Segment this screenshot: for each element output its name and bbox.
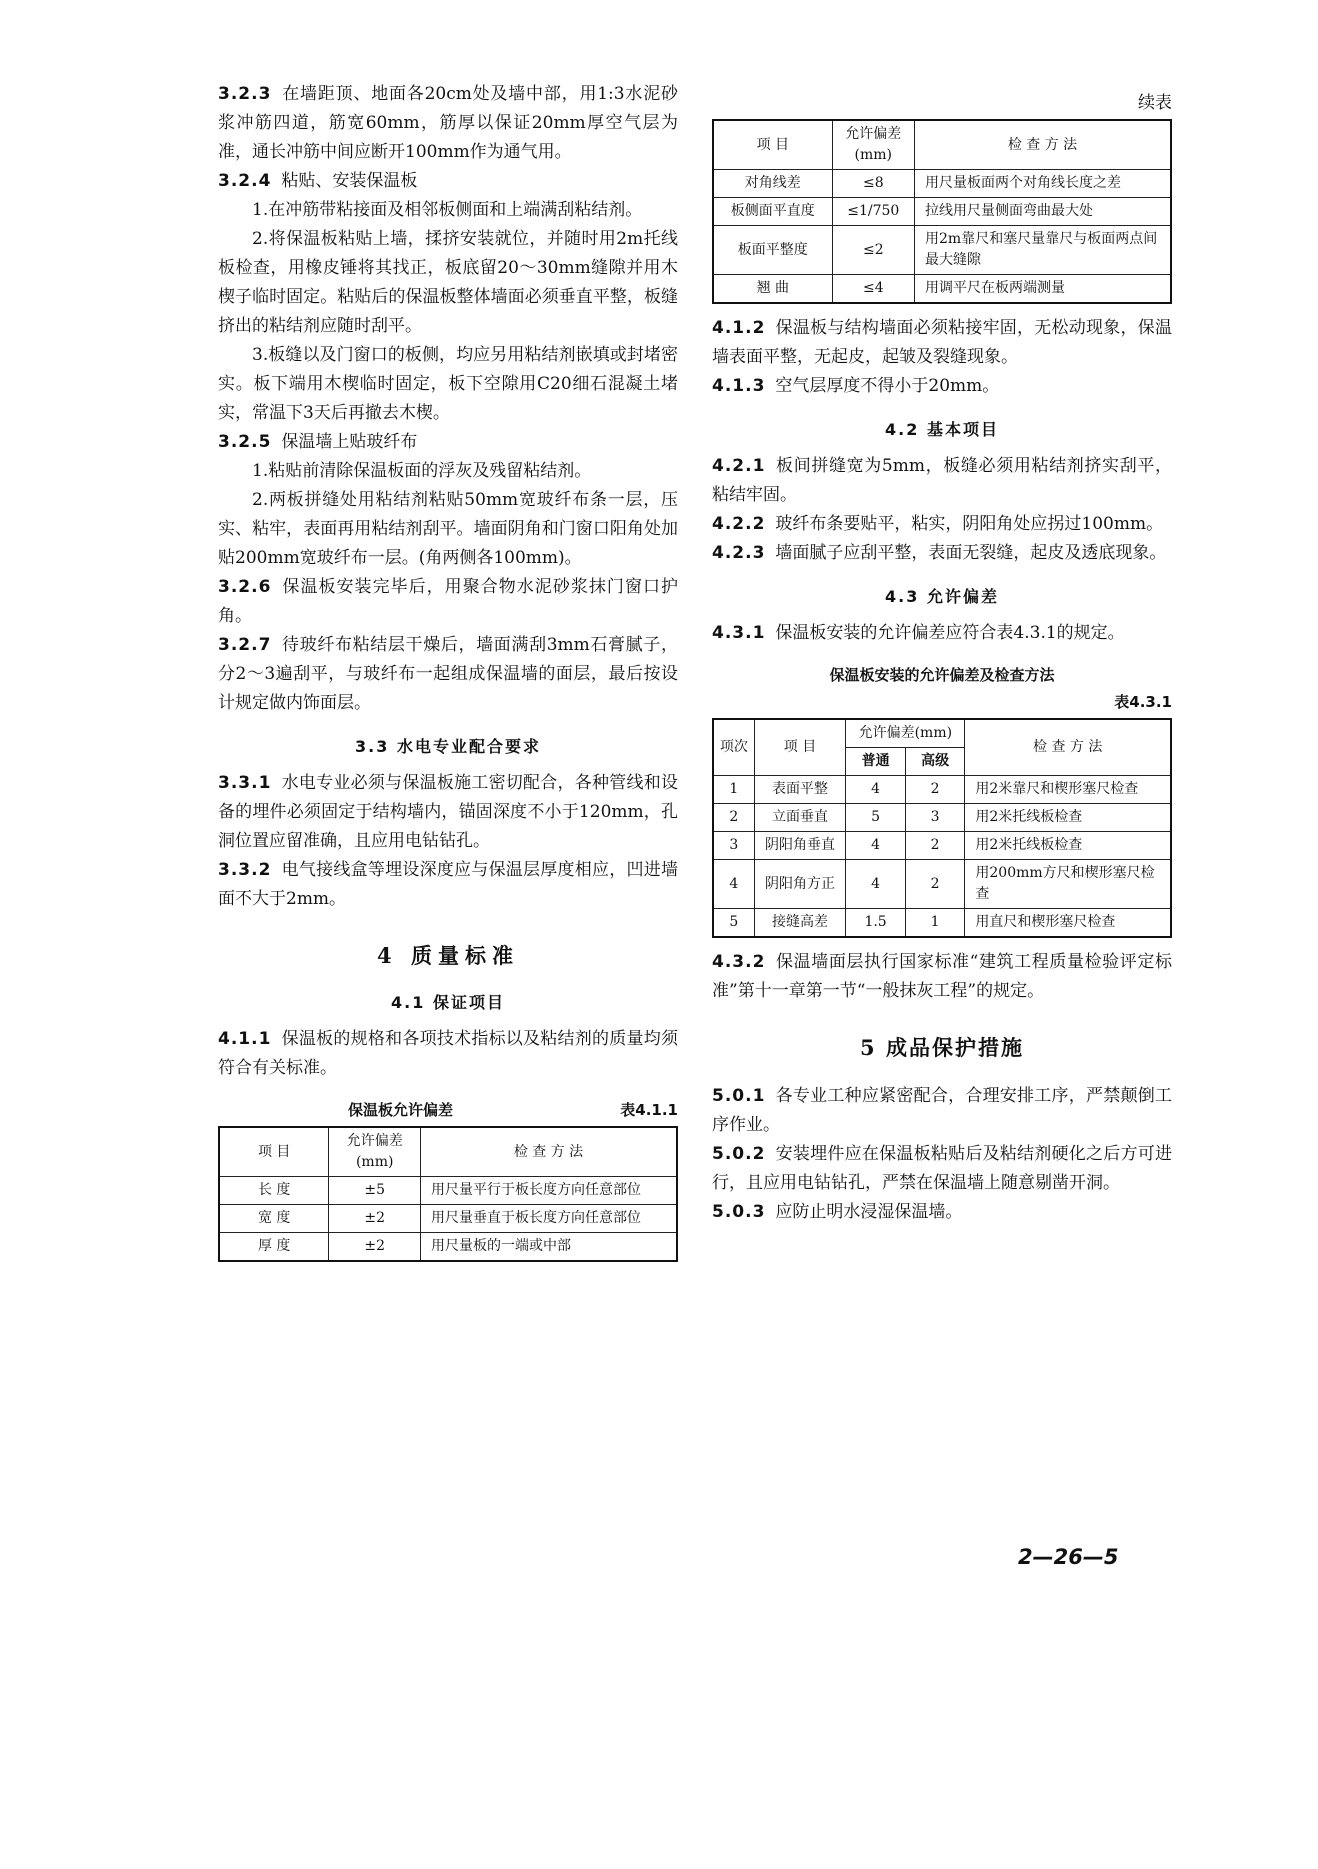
table-row: 5 接缝高差 1.5 1 用直尺和楔形塞尺检查 xyxy=(713,909,1171,938)
table-4-3-1-label: 表4.3.1 xyxy=(1114,693,1172,711)
table-row: 长 度 ±5 用尺量平行于板长度方向任意部位 xyxy=(219,1177,677,1205)
para-5-0-3: 5.0.3 应防止明水浸湿保温墙。 xyxy=(712,1202,963,1222)
right-column xyxy=(712,88,1172,1227)
para-3-2-7: 3.2.7 待玻纤布粘结层干燥后，墙面满刮3mm石膏腻子，分2～3遍刮平，与玻纤布一起组成保温墙的面层，最后按设计规定做内饰面层。 xyxy=(218,635,678,713)
header-method: 检 查 方 法 xyxy=(421,1127,678,1177)
para-4-2-2: 4.2.2 玻纤布条要贴平，粘实，阴阳角处应拐过100mm。 xyxy=(712,514,1164,534)
table-4-1-1 xyxy=(218,1126,678,1262)
header-deviation: 允许偏差(mm) xyxy=(846,719,965,748)
header-deviation: 允许偏差 (mm) xyxy=(329,1127,421,1177)
para-3-2-4-item-3: 3.板缝以及门窗口的板侧，均应另用粘结剂嵌填或封堵密实。板下端用木楔临时固定，板下空隙用C20细石混凝土堵实，常温下3天后再撤去木楔。 xyxy=(218,345,678,423)
section-heading-4-2: 4.2 基本项目 xyxy=(885,420,999,439)
chapter-heading-5: 5 成品保护措施 xyxy=(860,1035,1024,1060)
table-row: 板侧面平直度 ≤1/750 拉线用尺量侧面弯曲最大处 xyxy=(713,198,1171,226)
para-3-2-5-item-1: 1.粘贴前清除保温板面的浮灰及残留粘结剂。 xyxy=(252,461,592,481)
para-5-0-2: 5.0.2 安装埋件应在保温板粘贴后及粘结剂硬化之后方可进行，且应用电钻钻孔，严禁在保温墙上随意剔凿开洞。 xyxy=(712,1144,1172,1193)
header-deviation: 允许偏差 (mm) xyxy=(832,120,914,170)
table-row: 翘 曲 ≤4 用调平尺在板两端测量 xyxy=(713,275,1171,304)
left-column xyxy=(218,80,678,1262)
table-4-3-1 xyxy=(712,718,1172,938)
para-3-2-6: 3.2.6 保温板安装完毕后，用聚合物水泥砂浆抹门窗口护角。 xyxy=(218,577,678,626)
para-4-3-2: 4.3.2 保温墙面层执行国家标准“建筑工程质量检验评定标准”第十一章第一节“一般抹灰工程”的规定。 xyxy=(712,952,1172,1001)
para-3-2-5-item-2: 2.两板拼缝处用粘结剂粘贴50mm宽玻纤布条一层，压实、粘牢，表面再用粘结剂刮平。墙面阴角和门窗口阳角处加贴200mm宽玻纤布一层。(角两侧各100mm)。 xyxy=(218,490,678,568)
page-number: 2—26—5 xyxy=(1018,1545,1119,1569)
para-3-2-4-item-1: 1.在冲筋带粘接面及相邻板侧面和上端满刮粘结剂。 xyxy=(252,200,643,220)
para-4-2-3: 4.2.3 墙面腻子应刮平整，表面无裂缝，起皮及透底现象。 xyxy=(712,543,1167,563)
table-4-1-1-caption: 保温板允许偏差 表4.1.1 xyxy=(348,1101,678,1119)
chapter-heading-4: 4 质量标准 xyxy=(377,943,519,968)
para-3-2-4-item-2: 2.将保温板粘贴上墙，揉挤安装就位，并随时用2m托线板检查，用橡皮锤将其找正，板底留20～30mm缝隙并用木楔子临时固定。粘贴后的保温板整体墙面必须垂直平整，板缝挤出的粘结剂应随时刮平。 xyxy=(218,229,678,336)
header-high: 高级 xyxy=(905,748,965,776)
table-row: 3 阴阳角垂直 4 2 用2米托线板检查 xyxy=(713,832,1171,860)
para-3-3-1: 3.3.1 水电专业必须与保温板施工密切配合，各种管线和设备的埋件必须固定于结构墙内，锚固深度不小于120mm，孔洞位置应留准确，且应用电钻钻孔。 xyxy=(218,773,678,851)
para-3-3-2: 3.3.2 电气接线盒等埋设深度应与保温层厚度相应，凹进墙面不大于2mm。 xyxy=(218,860,678,909)
para-4-1-2: 4.1.2 保温板与结构墙面必须粘接牢固，无松动现象，保温墙表面平整，无起皮，起皱及裂缝现象。 xyxy=(712,318,1172,367)
table-4-3-1-caption: 保温板安装的允许偏差及检查方法 xyxy=(829,666,1055,684)
continued-label: 续表 xyxy=(1138,93,1172,113)
table-row: 2 立面垂直 5 3 用2米托线板检查 xyxy=(713,804,1171,832)
section-heading-4-1: 4.1 保证项目 xyxy=(391,993,505,1012)
para-4-1-1: 4.1.1 保温板的规格和各项技术指标以及粘结剂的质量均须符合有关标准。 xyxy=(218,1029,678,1078)
section-heading-4-3: 4.3 允许偏差 xyxy=(885,587,999,606)
table-row: 4 阴阳角方正 4 2 用200mm方尺和楔形塞尺检查 xyxy=(713,860,1171,909)
para-4-2-1: 4.2.1 板间拼缝宽为5mm，板缝必须用粘结剂挤实刮平，粘结牢固。 xyxy=(712,456,1172,505)
para-3-2-5: 3.2.5 保温墙上贴玻纤布 xyxy=(218,432,418,452)
header-method: 检 查 方 法 xyxy=(915,120,1171,170)
table-4-1-1-continued xyxy=(712,119,1172,304)
table-header-row xyxy=(713,120,1171,170)
table-row: 板面平整度 ≤2 用2m靠尺和塞尺量靠尺与板面两点间最大缝隙 xyxy=(713,226,1171,275)
header-item: 项 目 xyxy=(219,1127,329,1177)
para-3-2-4: 3.2.4 粘贴、安装保温板 xyxy=(218,171,418,191)
table-row: 对角线差 ≤8 用尺量板面两个对角线长度之差 xyxy=(713,170,1171,198)
header-no: 项次 xyxy=(713,719,754,776)
header-method: 检 查 方 法 xyxy=(965,719,1171,776)
section-heading-3-3: 3.3 水电专业配合要求 xyxy=(355,737,541,756)
header-item: 项 目 xyxy=(713,120,832,170)
para-3-2-3: 3.2.3 在墙距顶、地面各20cm处及墙中部，用1:3水泥砂浆冲筋四道，筋宽60mm，筋厚以保证20mm厚空气层为准，通长冲筋中间应断开100mm作为通气用。 xyxy=(218,84,678,162)
table-row: 宽 度 ±2 用尺量垂直于板长度方向任意部位 xyxy=(219,1205,677,1233)
para-5-0-1: 5.0.1 各专业工种应紧密配合，合理安排工序，严禁颠倒工序作业。 xyxy=(712,1086,1172,1135)
table-header-row xyxy=(219,1127,677,1177)
table-header-row xyxy=(713,719,1171,748)
table-row: 厚 度 ±2 用尺量板的一端或中部 xyxy=(219,1233,677,1262)
header-normal: 普通 xyxy=(846,748,906,776)
para-4-3-1: 4.3.1 保温板安装的允许偏差应符合表4.3.1的规定。 xyxy=(712,623,1125,643)
table-row: 1 表面平整 4 2 用2米靠尺和楔形塞尺检查 xyxy=(713,776,1171,804)
para-4-1-3: 4.1.3 空气层厚度不得小于20mm。 xyxy=(712,376,1000,396)
header-item: 项 目 xyxy=(754,719,846,776)
